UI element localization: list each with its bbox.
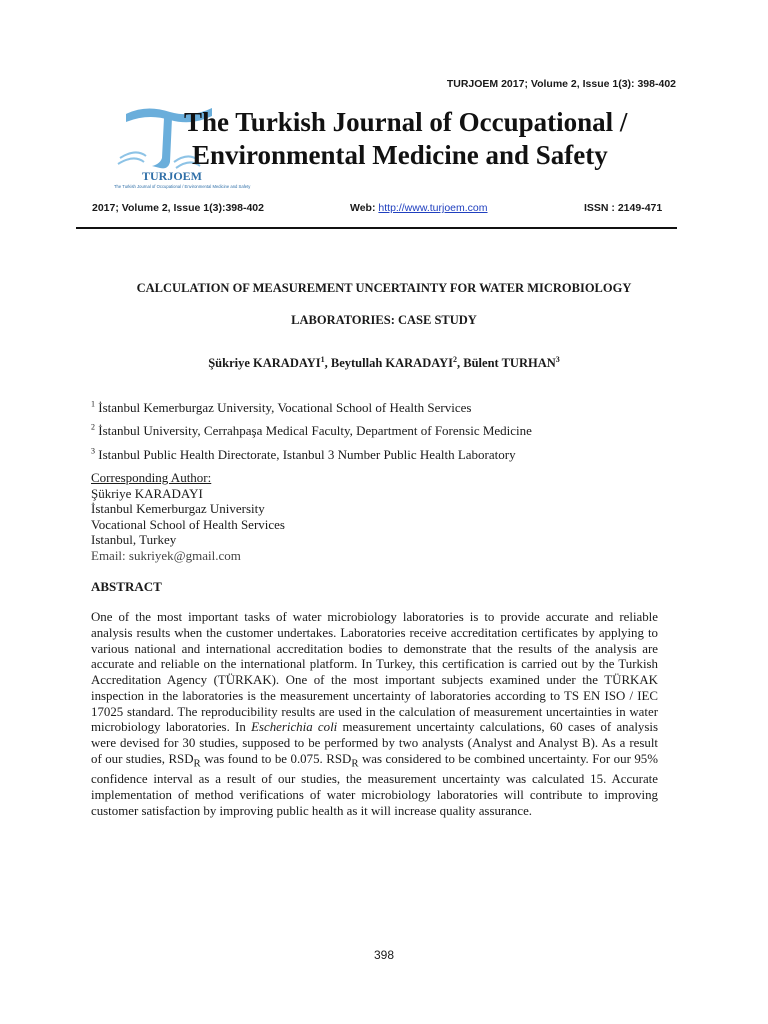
header-citation: TURJOEM 2017; Volume 2, Issue 1(3): 398-402 <box>446 78 676 90</box>
abstract-body <box>91 610 658 819</box>
rsd-symbol: RSD <box>168 751 194 766</box>
affiliation-mark: 2 <box>91 422 95 432</box>
logo-subtext: The Turkish Journal of Occupational / Environmental Medicine and Safety <box>114 184 251 189</box>
corresponding-author-block <box>91 470 285 564</box>
author-list <box>0 356 768 371</box>
article-title-line1: CALCULATION OF MEASUREMENT UNCERTAINTY FOR WATER MICROBIOLOGY <box>136 281 632 295</box>
corresponding-author-school: Vocational School of Health Services <box>91 516 285 532</box>
author-name: Bülent TURHAN <box>463 356 556 370</box>
page-number: 398 <box>373 948 395 962</box>
affiliation-mark: 1 <box>91 399 95 409</box>
author-separator: , <box>324 356 331 370</box>
affiliation-mark: 3 <box>91 446 95 456</box>
issue-info: 2017; Volume 2, Issue 1(3):398-402 <box>92 202 264 214</box>
affiliation-text: Istanbul Public Health Directorate, Istanbul 3 Number Public Health Laboratory <box>98 447 516 462</box>
article-title-line2: LABORATORIES: CASE STUDY <box>291 313 477 327</box>
affiliation-text: İstanbul University, Cerrahpaşa Medical Faculty, Department of Forensic Medicine <box>98 423 532 438</box>
author-affiliation-mark: 3 <box>555 354 560 364</box>
rsd-subscript: R <box>351 757 359 770</box>
abstract-text: was found to be 0.075. <box>200 751 327 766</box>
affiliation-3 <box>91 447 516 463</box>
abstract-text: One of the most important tasks of water microbiology laboratories is to provide accurate and reliable analysis results when the customer undertakes. Laboratories receive accreditation certificates by applying to various national and international accreditation bodies to demonstrate that the results of the analysis are accurate and reliable on the international platform. In Turkey, this certification is carried out by the Turkish Accreditation Agency (TÜRKAK). One of the most important subjects examined under the TÜRKAK inspection in the laboratories is the measurement uncertainty of laboratories according to TS EN ISO / IEC 17025 standard. The reproducibility results are used in the calculation of measurement uncertainties in water microbiology laboratories. In <box>91 610 658 735</box>
author-name: Şükriye KARADAYI <box>208 356 321 370</box>
abstract-text: measurement uncertainty calculations, 60 cases of analysis were devised for 30 studies, supposed to be performed by two analysts (Analyst and Analyst B). As a result of our studies, <box>91 720 658 766</box>
abstract-organism: Escherichia coli <box>251 720 338 735</box>
affiliation-2 <box>91 423 532 439</box>
corresponding-author-label: Corresponding Author: <box>91 470 212 485</box>
rsd-subscript: R <box>193 757 201 770</box>
author-separator: , <box>457 356 464 370</box>
affiliation-text: İstanbul Kemerburgaz University, Vocational School of Health Services <box>98 400 472 415</box>
abstract-heading: ABSTRACT <box>91 579 162 594</box>
affiliation-1 <box>91 400 471 416</box>
corresponding-author-email[interactable]: Email: sukriyek@gmail.com <box>91 547 241 563</box>
journal-title-line1: The Turkish Journal of Occupational / <box>184 107 628 137</box>
journal-title-line2: Environmental Medicine and Safety <box>192 140 608 170</box>
journal-title <box>184 106 627 172</box>
web-info <box>350 202 488 214</box>
author-affiliation-mark: 2 <box>453 354 458 364</box>
header-divider <box>76 227 677 229</box>
author-name: Beytullah KARADAYI <box>330 356 454 370</box>
corresponding-author-institution: İstanbul Kemerburgaz University <box>91 501 265 517</box>
issn-info: ISSN : 2149-471 <box>584 202 663 214</box>
logo-wordmark: TURJOEM <box>142 169 202 183</box>
rsd-symbol: RSD <box>326 751 352 766</box>
web-label: Web: <box>350 202 376 214</box>
corresponding-author-name: Şükriye KARADAYI <box>91 485 203 501</box>
abstract-text: was considered to be combined uncertainty. For our 95% confidence interval as a result of our studies, the measurement uncertainty was calculated 15. Accurate implementation of method verifications of water microbiology laboratories will contribute to improving customer satisfaction by improving public health as it will increase quality assurance. <box>91 751 658 818</box>
author-affiliation-mark: 1 <box>320 354 325 364</box>
corresponding-author-location: Istanbul, Turkey <box>91 532 177 548</box>
journal-website-link[interactable]: http://www.turjoem.com <box>378 202 488 214</box>
